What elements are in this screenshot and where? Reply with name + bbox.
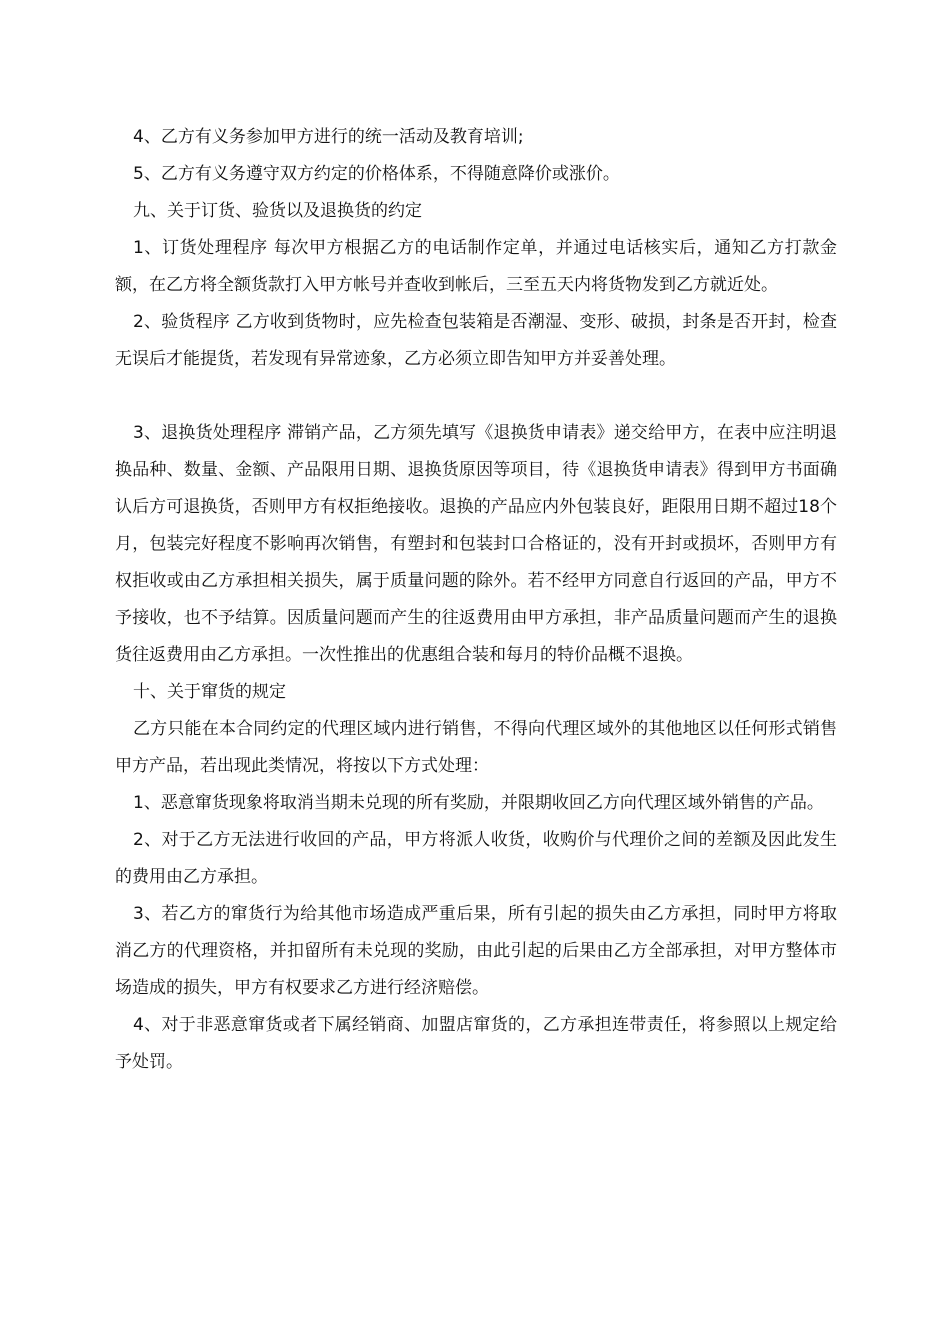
document-page	[115, 119, 837, 1081]
section-10-heading: 十、关于窜货的规定	[133, 682, 286, 702]
penalty-4: 4、对于非恶意窜货或者下属经销商、加盟店窜货的，乙方承担连带责任，将参照以上规定给予处罚。	[115, 1015, 837, 1072]
clause-5-pricing: 5、乙方有义务遵守双方约定的价格体系，不得随意降价或涨价。	[133, 164, 620, 184]
section-9-heading: 九、关于订货、验货以及退换货的约定	[133, 201, 422, 221]
paragraph-spacer	[115, 378, 837, 415]
clause-returns: 3、退换货处理程序 滞销产品，乙方须先填写《退换货申请表》递交给甲方，在表中应注明退换品种、数量、金额、产品限用日期、退换货原因等项目，待《退换货申请表》得到甲方书面确认后方可退换货，否则甲方有权拒绝接收。退换的产品应内外包装良好，距限用日期不超过18个月，包装完好程度不影响再次销售，有塑封和包装封口合格证的，没有开封或损坏，否则甲方有权拒收或由乙方承担相关损失，属于质量问题的除外。若不经甲方同意自行返回的产品，甲方不予接收，也不予结算。因质量问题而产生的往返费用由甲方承担，非产品质量问题而产生的退换货往返费用由乙方承担。一次性推出的优惠组合装和每月的特价品概不退换。	[115, 423, 837, 665]
clause-4-training: 4、乙方有义务参加甲方进行的统一活动及教育培训;	[133, 127, 524, 147]
territory-rule: 乙方只能在本合同约定的代理区域内进行销售，不得向代理区域外的其他地区以任何形式销售甲方产品，若出现此类情况，将按以下方式处理：	[115, 719, 837, 776]
penalty-3: 3、若乙方的窜货行为给其他市场造成严重后果，所有引起的损失由乙方承担，同时甲方将取消乙方的代理资格，并扣留所有未兑现的奖励，由此引起的后果由乙方全部承担，对甲方整体市场造成的损失，甲方有权要求乙方进行经济赔偿。	[115, 904, 837, 998]
penalty-2: 2、对于乙方无法进行收回的产品，甲方将派人收货，收购价与代理价之间的差额及因此发生的费用由乙方承担。	[115, 830, 837, 887]
penalty-1: 1、恶意窜货现象将取消当期未兑现的所有奖励，并限期收回乙方向代理区域外销售的产品。	[133, 793, 824, 813]
clause-inspection: 2、验货程序 乙方收到货物时，应先检查包装箱是否潮湿、变形、破损，封条是否开封，检查无误后才能提货，若发现有异常迹象，乙方必须立即告知甲方并妥善处理。	[115, 312, 837, 369]
clause-ordering: 1、订货处理程序 每次甲方根据乙方的电话制作定单，并通过电话核实后，通知乙方打款金额，在乙方将全额货款打入甲方帐号并查收到帐后，三至五天内将货物发到乙方就近处。	[115, 238, 837, 295]
